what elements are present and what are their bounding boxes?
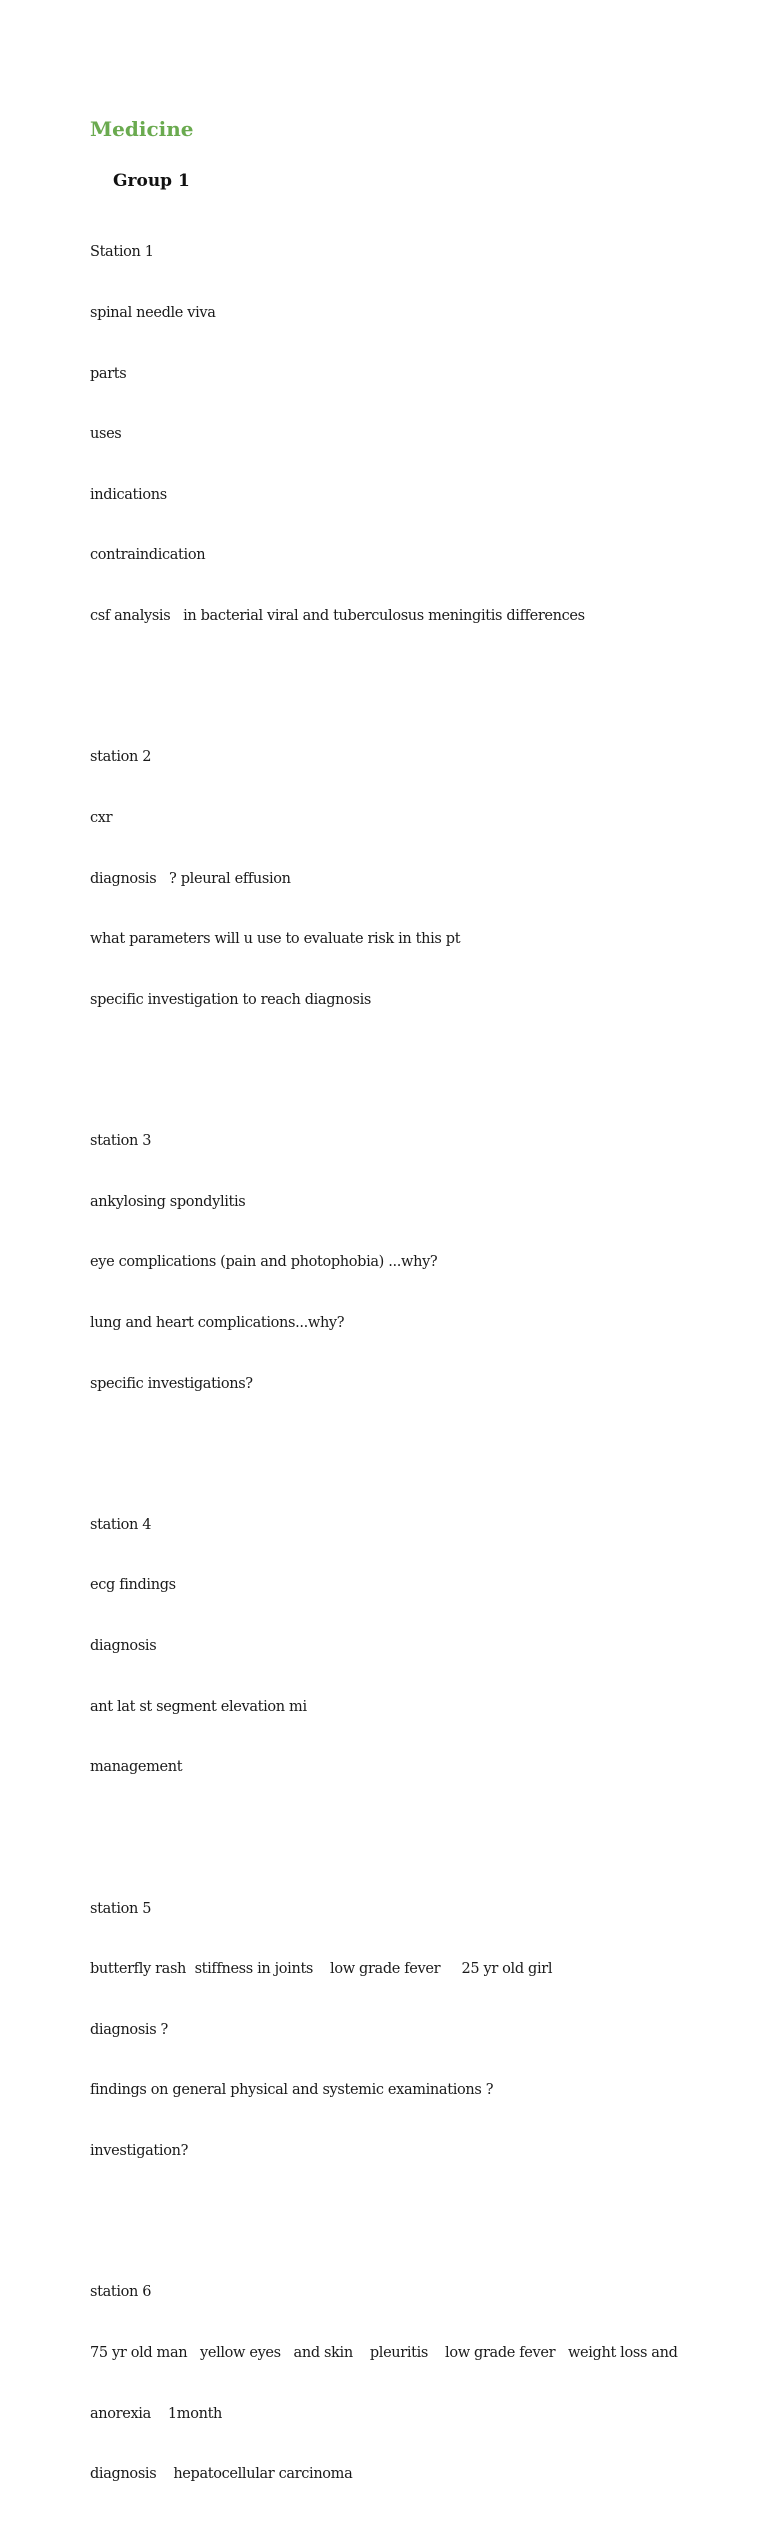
line-text: diagnosis hepatocellular carcinoma (90, 2466, 353, 2483)
line-text: butterfly rash stiffness in joints low grade fever 25 yr old girl (90, 1961, 553, 1978)
line-text: contraindication (90, 547, 206, 564)
line-text: diagnosis ? (90, 2021, 168, 2038)
line-text: csf analysis in bacterial viral and tuberculosus meningitis differences (90, 607, 585, 624)
group-heading: Group 1 (113, 171, 190, 191)
line-text: what parameters will u use to evaluate risk in this pt (90, 931, 461, 948)
line-text: cxr (90, 809, 113, 826)
line-text: 75 yr old man yellow eyes and skin pleuritis low grade fever weight loss and (90, 2345, 678, 2362)
line-text: anorexia 1month (90, 2405, 223, 2422)
blank-line (90, 1050, 710, 1070)
page-title: Medicine (90, 117, 194, 141)
line-text: uses (90, 426, 122, 443)
document-body (90, 202, 710, 2525)
line-text: ecg findings (90, 1577, 176, 1594)
blank-line (90, 1818, 710, 1838)
line-station-4-title: station 4 (90, 1516, 152, 1533)
line-text: findings on general physical and systemic examinations ? (90, 2082, 494, 2099)
line-text: lung and heart complications...why? (90, 1314, 345, 1331)
line-text: specific investigations? (90, 1375, 253, 1392)
line-station-1-title: Station 1 (90, 244, 154, 261)
line-text: ankylosing spondylitis (90, 1193, 246, 1210)
line-text: ant lat st segment elevation mi (90, 1698, 307, 1715)
line-text: eye complications (pain and photophobia) ...why? (90, 1254, 438, 1271)
line-text: specific investigation to reach diagnosis (90, 991, 371, 1008)
blank-line (90, 667, 710, 687)
line-text: diagnosis (90, 1638, 157, 1655)
line-text: parts (90, 365, 127, 382)
line-station-6-title: station 6 (90, 2284, 152, 2301)
line-text: management (90, 1759, 183, 1776)
line-station-5-title: station 5 (90, 1900, 152, 1917)
line-text: investigation? (90, 2143, 188, 2160)
line-text: indications (90, 486, 167, 503)
blank-line (90, 2202, 710, 2222)
line-text: spinal needle viva (90, 305, 216, 321)
line-station-3-title: station 3 (90, 1133, 152, 1150)
line-text: diagnosis ? pleural effusion (90, 870, 291, 887)
line-station-2-title: station 2 (90, 749, 152, 766)
blank-line (90, 1434, 710, 1454)
